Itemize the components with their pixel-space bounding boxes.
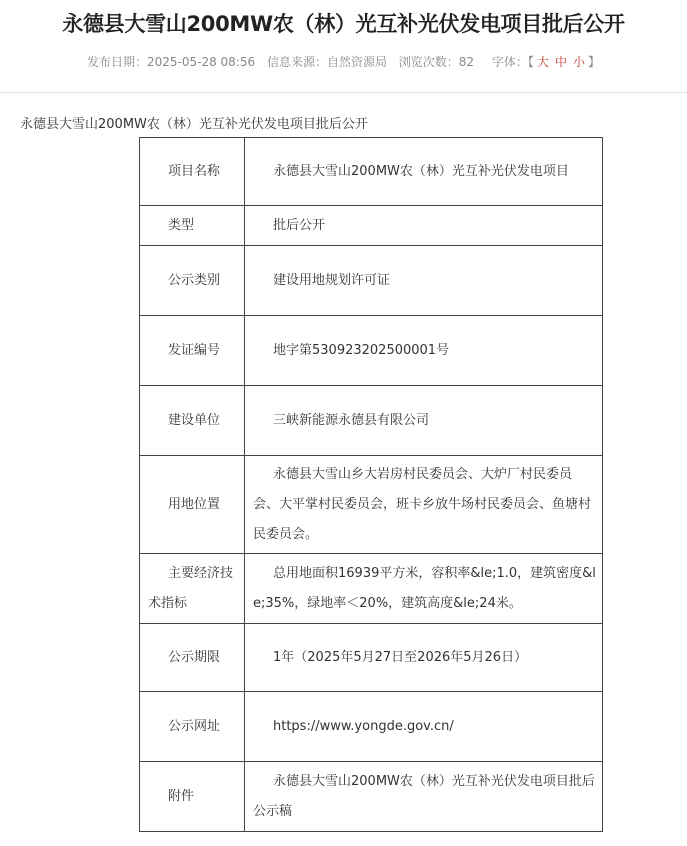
table-row xyxy=(140,554,603,624)
font-size-label: 字体： xyxy=(491,55,528,69)
table-row xyxy=(140,316,603,386)
row-key-type: 类型 xyxy=(140,206,245,246)
font-small-button[interactable]: 小 xyxy=(572,55,585,69)
page-title: 永德县大雪山200MW农（林）光互补光伏发电项目批后公开 xyxy=(62,12,625,36)
table-row xyxy=(140,456,603,554)
table-row xyxy=(140,138,603,206)
table-row xyxy=(140,386,603,456)
row-key-project-name: 项目名称 xyxy=(140,138,245,206)
info-source: 信息来源：自然资源局 xyxy=(266,55,387,69)
header-divider xyxy=(0,92,687,93)
font-size-control xyxy=(492,55,600,69)
row-key-indicators: 主要经济技术指标 xyxy=(140,554,245,624)
table-row xyxy=(140,762,603,832)
row-key-period: 公示期限 xyxy=(140,624,245,692)
article-subtitle: 永德县大雪山200MW农（林）光互补光伏发电项目批后公开 xyxy=(20,117,368,132)
bracket-open: 【 xyxy=(527,55,534,69)
table-row xyxy=(140,206,603,246)
font-medium-button[interactable]: 中 xyxy=(554,55,567,69)
row-value-period: 1年（2025年5月27日至2026年5月26日） xyxy=(245,624,603,692)
row-key-location: 用地位置 xyxy=(140,456,245,554)
row-key-builder: 建设单位 xyxy=(140,386,245,456)
row-value-indicators: 总用地面积16939平方米，容积率&le;1.0，建筑密度&le;35%，绿地率＜20%，建筑高度&le;24米。 xyxy=(245,554,603,624)
row-value-project-name: 永德县大雪山200MW农（林）光互补光伏发电项目 xyxy=(245,138,603,206)
table-row xyxy=(140,624,603,692)
row-value-certificate-no: 地字第530923202500001号 xyxy=(245,316,603,386)
row-value-attachment: 永德县大雪山200MW农（林）光互补光伏发电项目批后公示稿 xyxy=(245,762,603,832)
bracket-close: 】 xyxy=(587,55,600,69)
publish-date: 发布日期：2025-05-28 08:56 xyxy=(86,55,256,69)
row-key-certificate-no: 发证编号 xyxy=(140,316,245,386)
row-key-attachment: 附件 xyxy=(140,762,245,832)
row-value-category: 建设用地规划许可证 xyxy=(245,246,603,316)
row-value-builder: 三峡新能源永德县有限公司 xyxy=(245,386,603,456)
row-key-url: 公示网址 xyxy=(140,692,245,762)
row-value-type: 批后公开 xyxy=(245,206,603,246)
table-row xyxy=(140,692,603,762)
view-count: 浏览次数：82 xyxy=(398,55,475,69)
article-meta xyxy=(0,53,687,70)
font-large-button[interactable]: 大 xyxy=(536,55,549,69)
project-info-table xyxy=(139,137,603,832)
row-value-url: https://www.yongde.gov.cn/ xyxy=(245,692,603,762)
row-value-location: 永德县大雪山乡大岩房村民委员会、大炉厂村民委员会、大平掌村民委员会，班卡乡放牛场村民委员会、鱼塘村民委员会。 xyxy=(245,456,603,554)
row-key-category: 公示类别 xyxy=(140,246,245,316)
table-row xyxy=(140,246,603,316)
